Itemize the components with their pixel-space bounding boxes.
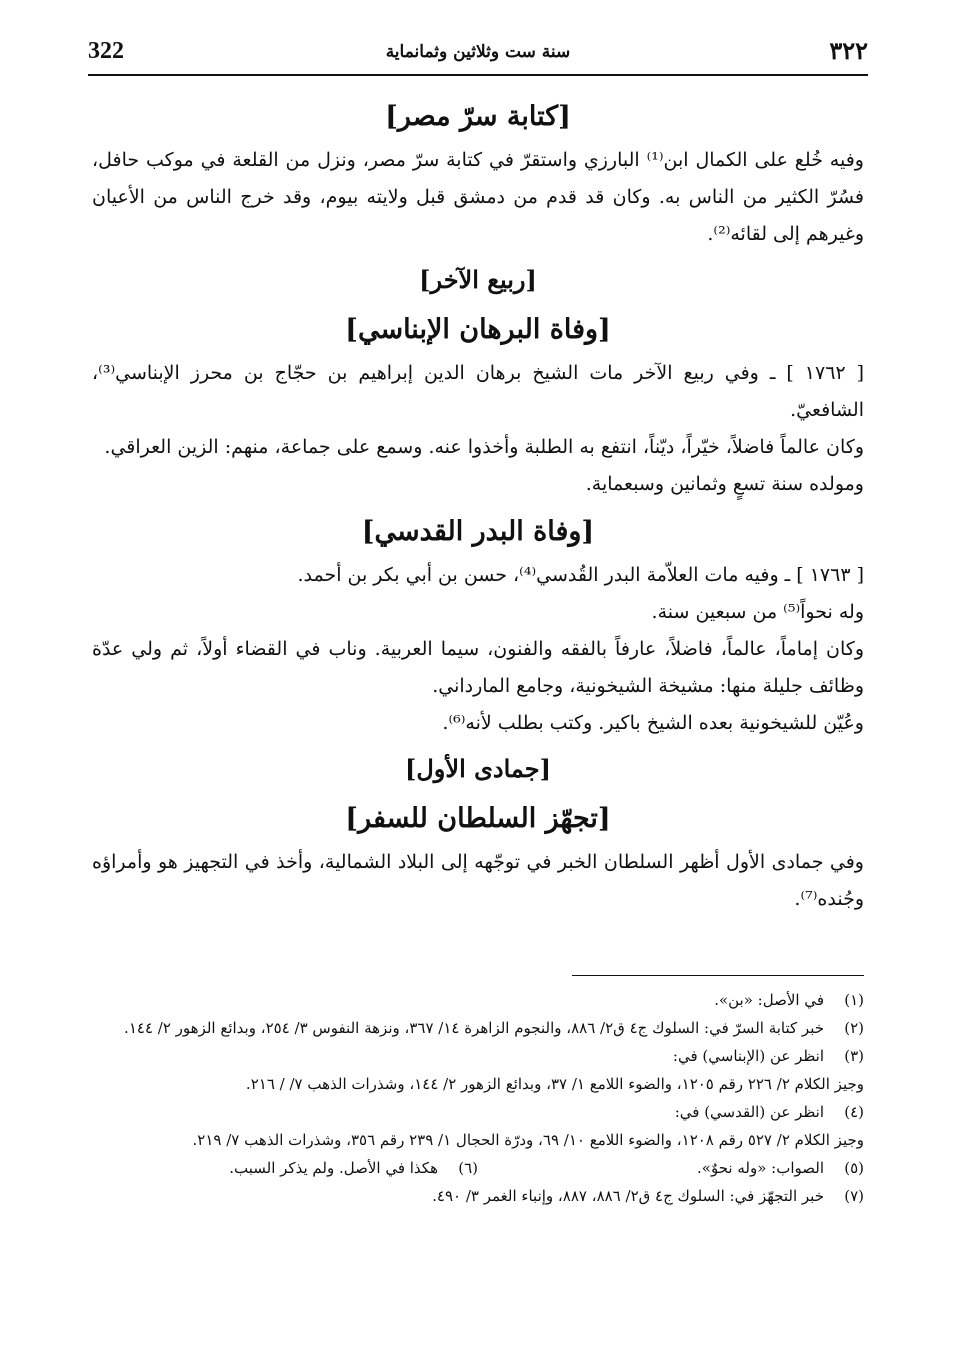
footnote-text: في الأصل: «بن». <box>714 991 824 1009</box>
footnote-number: (٤) <box>844 1103 864 1121</box>
footnote-text: هكذا في الأصل. ولم يذكر السبب. <box>229 1159 438 1177</box>
footnote <box>92 1182 864 1210</box>
footnote <box>92 1042 864 1070</box>
footnote <box>478 1154 864 1182</box>
footnote <box>92 1098 864 1126</box>
footnote-number: (٧) <box>844 1187 864 1205</box>
paragraph: ومولده سنة تسعٍ وثمانين وسبعماية. <box>585 473 864 495</box>
paragraph: [ ١٧٦٢ ] ـ وفي ربيع الآخر مات الشيخ برهان الدين إبراهيم بن حجّاج بن محرز الإبناسي⁽³⁾، الشافعيّ. <box>92 362 864 421</box>
section-heading: [وفاة البدر القدسي] <box>361 516 595 547</box>
footnote-separator <box>572 975 864 976</box>
footnote-text: خبر كتابة السرّ في: السلوك ج٤ ق٢/ ٨٨٦، والنجوم الزاهرة ١٤/ ٣٦٧، ونزهة النفوس ٣/ ٢٥٤، وبدائع الزهور ٢/ ١٤٤. <box>124 1019 824 1037</box>
page-number-arabic: ٣٢٢ <box>829 36 868 65</box>
footnote-text: وجيز الكلام ٢/ ٢٢٦ رقم ١٢٠٥، والضوء اللامع ١/ ٣٧، وبدائع الزهور ٢/ ١٤٤، وشذرات الذهب ٧/ / ٢١٦. <box>245 1075 864 1093</box>
main-text <box>92 88 864 918</box>
footnote-continuation <box>92 1070 864 1098</box>
paragraph: وكان عالماً فاضلاً، خيّراً، ديّناً، انتفع به الطلبة وأخذوا عنه. وسمع على جماعة، منهم: الزين العراقي. <box>104 436 864 458</box>
footnote-text: انظر عن (الإبناسي) في: <box>672 1047 824 1065</box>
footnote <box>92 1014 864 1042</box>
footnote-number: (٣) <box>844 1047 864 1065</box>
footnote-number: (٥) <box>844 1159 864 1177</box>
page-number-latin: 322 <box>88 38 124 64</box>
footnote <box>92 1154 478 1182</box>
section-heading: [كتابة سرّ مصر] <box>385 101 571 132</box>
paragraph: وعُيّن للشيخونية بعده الشيخ باكير. وكتب بطلب لأنه⁽⁶⁾. <box>442 712 864 734</box>
footnote-text: خبر التجهّز في: السلوك ج٤ ق٢/ ٨٨٦، ٨٨٧، وإنباء الغمر ٣/ ٤٩٠. <box>432 1187 824 1205</box>
footnote-number: (٦) <box>458 1159 478 1177</box>
footnote-pair <box>92 1154 864 1182</box>
month-heading: [ربيع الآخر] <box>419 265 537 294</box>
footnote-text: انظر عن (القدسي) في: <box>674 1103 824 1121</box>
paragraph: [ ١٧٦٣ ] ـ وفيه مات العلاّمة البدر القُدسي⁽⁴⁾، حسن بن أبي بكر بن أحمد. <box>297 564 864 586</box>
footnote-text: وجيز الكلام ٢/ ٥٢٧ رقم ١٢٠٨، والضوء اللامع ١٠/ ٦٩، ودرّة الحجال ١/ ٢٣٩ رقم ٣٥٦، وشذرات الذهب ٧/ ٢١٩. <box>192 1131 864 1149</box>
page-header <box>88 30 868 76</box>
footnote <box>92 986 864 1014</box>
paragraph: وفيه خُلع على الكمال ابن⁽¹⁾ البارزي واستقرّ في كتابة سرّ مصر، ونزل من القلعة في موكب حافل، فسُرّ الكثير من الناس به. وكان قد قدم من دمشق قبل ولايته بيوم، وقد خرج الناس من الأعيان وغيرهم إلى لقائه⁽²⁾. <box>92 149 864 245</box>
section-heading: [وفاة البرهان الإبناسي] <box>345 314 611 345</box>
paragraph: وله نحواً⁽⁵⁾ من سبعين سنة. <box>651 601 864 623</box>
footnotes <box>92 986 864 1210</box>
paragraph: وفي جمادى الأول أظهر السلطان الخبر في توجّهه إلى البلاد الشمالية، وأخذ في التجهيز هو وأمراؤه وجُنده⁽⁷⁾. <box>92 851 864 910</box>
section-heading: [تجهّز السلطان للسفر] <box>345 803 611 834</box>
paragraph: وكان إماماً، عالماً، فاضلاً، عارفاً بالفقه والفنون، سيما العربية. وناب في القضاء أولاً، ثم ولي عدّة وظائف جليلة منها: مشيخة الشيخونية، وجامع المارداني. <box>92 638 864 697</box>
month-heading: [جمادى الأول] <box>405 754 551 783</box>
footnote-number: (١) <box>844 991 864 1009</box>
footnote-continuation <box>92 1126 864 1154</box>
running-title: سنة ست وثلاثين وثمانماية <box>385 42 571 62</box>
footnote-text: الصواب: «وله نحوٌ». <box>697 1159 824 1177</box>
footnote-number: (٢) <box>844 1019 864 1037</box>
